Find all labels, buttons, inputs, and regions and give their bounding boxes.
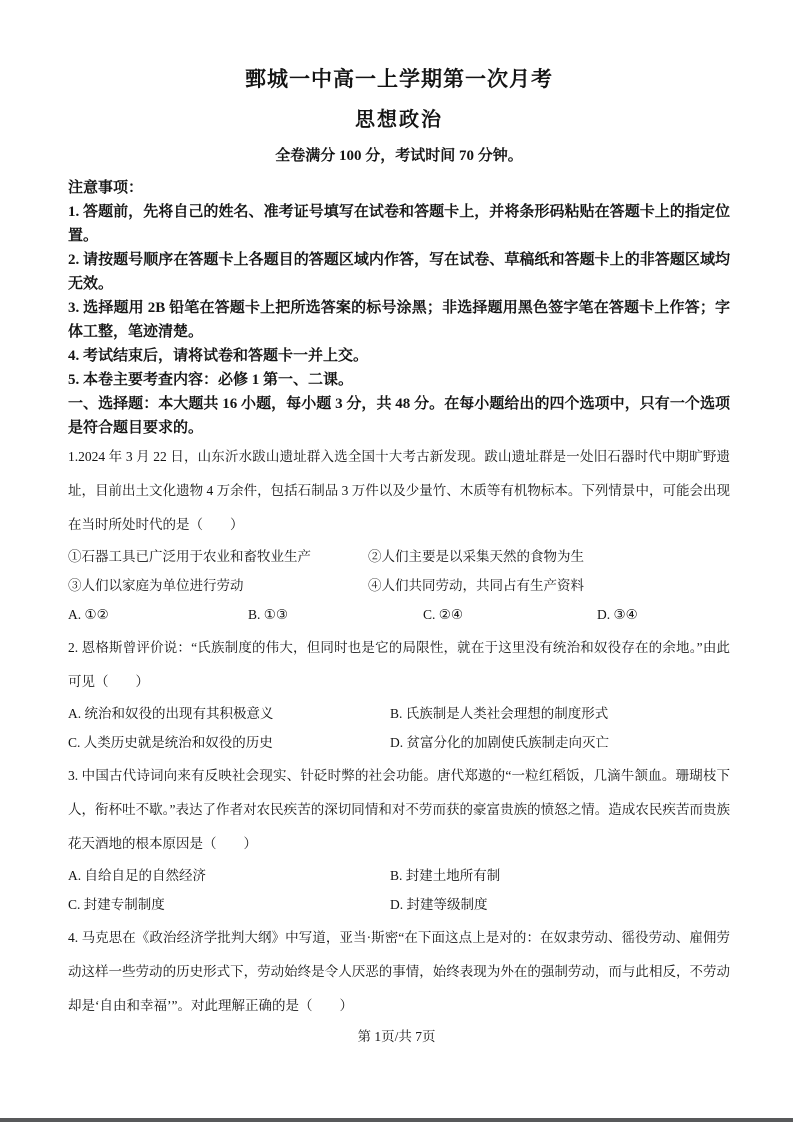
question-stem: 4. 马克思在《政治经济学批判大纲》中写道，亚当·斯密“在下面这点上是对的：在奴隶劳动、徭役劳动、雇佣劳动这样一些劳动的历史形式下，劳动始终是令人厌恶的事情，始终表现为外在的强制劳动，而与此相反，不劳动却是‘自由和幸福’”。对此理解正确的是（ ） <box>68 930 730 1013</box>
option-item: ④人们共同劳动，共同占有生产资料 <box>368 578 584 593</box>
choice-item: B. ①③ <box>248 607 288 622</box>
notice-item: 5. 本卷主要考查内容：必修 1 第一、二课。 <box>68 372 354 388</box>
notice-item: 2. 请按题号顺序在答题卡上各题目的答题区域内作答，写在试卷、草稿纸和答题卡上的非答题区域均无效。 <box>68 252 730 292</box>
choice-item: A. ①② <box>68 607 109 622</box>
question-stem: 1.2024 年 3 月 22 日，山东沂水跋山遗址群入选全国十大考古新发现。跋山遗址群是一处旧石器时代中期旷野遗址，目前出土文化遗物 4 万余件，包括石制品 3 万件以及少量竹、木质等有机物标本。下列情景中，可能会出现在当时所处时代的是（ ） <box>68 449 730 532</box>
choices-rows <box>68 861 730 919</box>
numbered-options-row <box>68 542 730 600</box>
notice-item: 3. 选择题用 2B 铅笔在答题卡上把所选答案的标号涂黑；非选择题用黑色签字笔在答题卡上作答；字体工整，笔迹清楚。 <box>68 300 730 340</box>
notices-heading: 注意事项： <box>68 180 144 196</box>
question-stem: 3. 中国古代诗词向来有反映社会现实、针砭时弊的社会功能。唐代郑遨的“一粒红稻饭，几滴牛颔血。珊瑚枝下人，衔杯吐不歇。”表达了作者对农民疾苦的深切同情和对不劳而获的豪富贵族的愤怒之情。造成农民疾苦而贵族花天酒地的根本原因是（ ） <box>68 768 730 851</box>
choice-item: A. 统治和奴役的出现有其积极意义 <box>68 706 274 721</box>
notice-item: 1. 答题前，先将自己的姓名、准考证号填写在试卷和答题卡上，并将条形码粘贴在答题卡上的指定位置。 <box>68 204 730 244</box>
choice-item: C. 封建专制制度 <box>68 897 165 912</box>
choice-item: D. ③④ <box>597 607 638 622</box>
option-item: ①石器工具已广泛用于农业和畜牧业生产 <box>68 549 311 564</box>
exam-subject: 思想政治 <box>355 109 443 131</box>
choice-item: C. ②④ <box>423 607 463 622</box>
choice-item: B. 氏族制是人类社会理想的制度形式 <box>390 706 609 721</box>
option-item: ②人们主要是以采集天然的食物为生 <box>368 549 584 564</box>
choices-row <box>68 600 730 629</box>
question-3 <box>68 759 730 919</box>
option-item: ③人们以家庭为单位进行劳动 <box>68 578 244 593</box>
choices-rows <box>68 699 730 757</box>
page-title: 鄄城一中高一上学期第一次月考 <box>245 67 553 91</box>
exam-info-line: 全卷满分 100 分，考试时间 70 分钟。 <box>275 148 523 164</box>
notice-item: 4. 考试结束后，请将试卷和答题卡一并上交。 <box>68 348 369 364</box>
viewport-bottom-edge <box>0 1118 793 1122</box>
question-2 <box>68 631 730 757</box>
question-4 <box>68 921 730 1023</box>
question-1 <box>68 440 730 629</box>
page-footer: 第 1页/共 7页 <box>357 1029 436 1044</box>
question-stem: 2. 恩格斯曾评价说：“氏族制度的伟大，但同时也是它的局限性，就在于这里没有统治和奴役存在的余地。”由此可见（ ） <box>68 640 730 689</box>
choice-item: D. 贫富分化的加剧使氏族制走向灭亡 <box>390 735 609 750</box>
choice-item: B. 封建土地所有制 <box>390 868 501 883</box>
choice-item: A. 自给自足的自然经济 <box>68 868 206 883</box>
choice-item: D. 封建等级制度 <box>390 897 488 912</box>
choice-item: C. 人类历史就是统治和奴役的历史 <box>68 735 273 750</box>
notices-section <box>68 176 730 392</box>
section-heading: 一、选择题：本大题共 16 小题，每小题 3 分，共 48 分。在每小题给出的四个选项中，只有一个选项是符合题目要求的。 <box>68 396 730 436</box>
